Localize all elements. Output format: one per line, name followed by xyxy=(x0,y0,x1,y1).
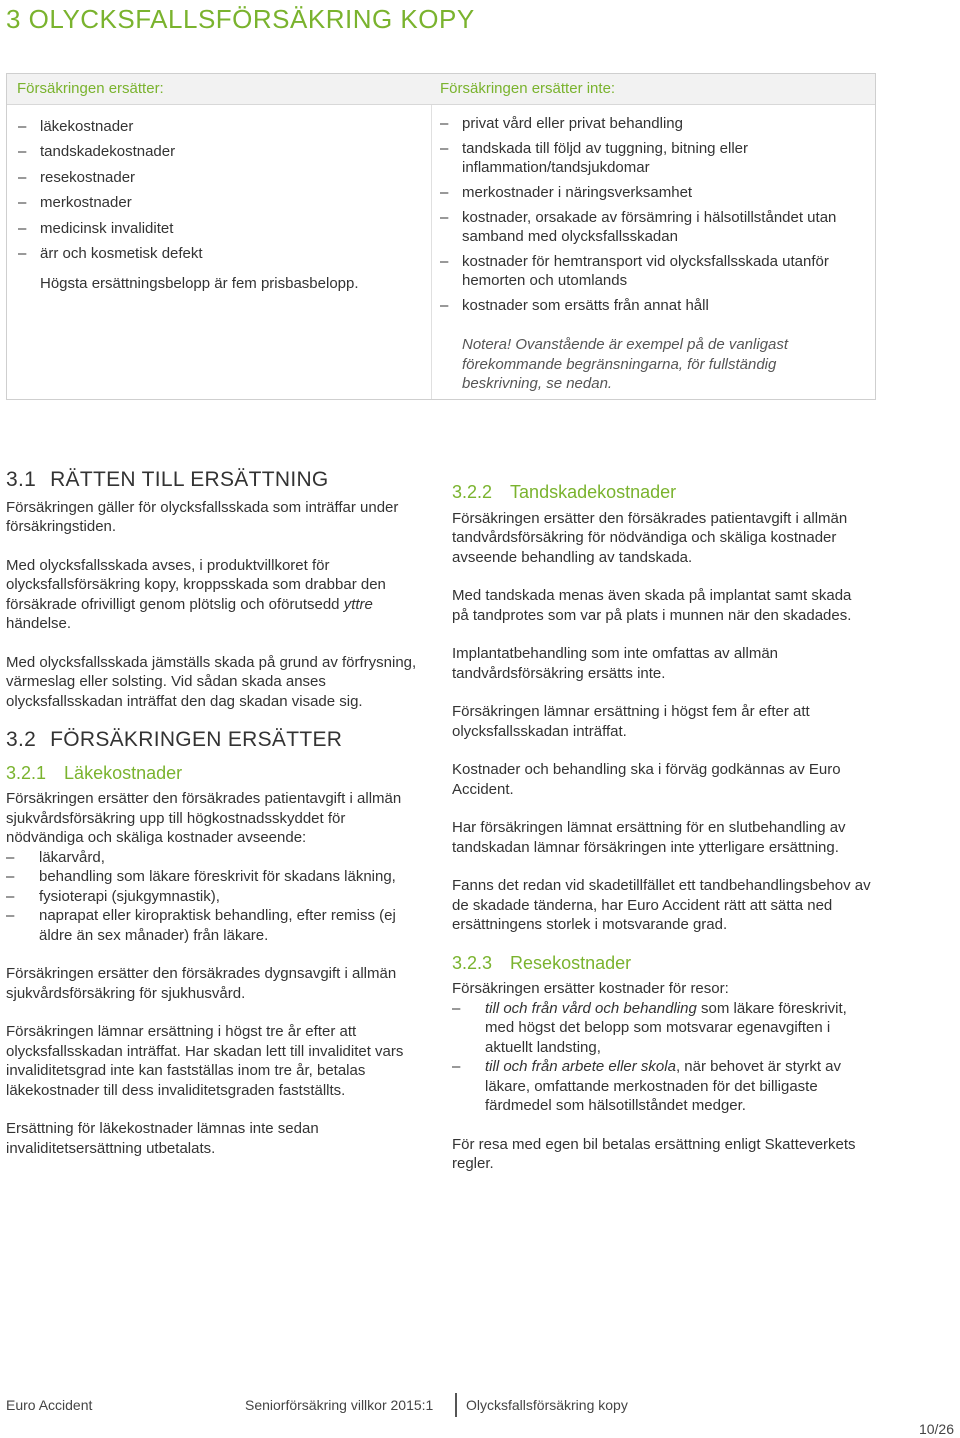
subsection-heading-3-2-3 xyxy=(452,954,872,974)
list-item: – kostnader, orsakade av försämring i hälsotillståndet utan samband med olycksfallsskadan xyxy=(431,208,875,246)
list-item xyxy=(452,999,872,1058)
subsection-number: 3.2.1 xyxy=(6,762,47,783)
paragraph: Fanns det redan vid skadetillfället ett tandbehandlingsbehov av de skadade tänderna, har Euro Accident rätt att sätta ned ersättningens storlek i motsvarande grad. xyxy=(452,877,871,933)
list-item: – kostnader för hemtransport vid olycksfallsskada utanför hemorten och utomlands xyxy=(431,252,875,290)
page-number: 10/26 xyxy=(918,1421,954,1437)
list-item: – naprapat eller kiropraktisk behandling, efter remiss (ej äldre än sex månader) från läkare. xyxy=(6,906,426,945)
list-item: – merkostnader xyxy=(7,190,431,215)
right-column xyxy=(452,483,872,1193)
emphasis: till och från arbete eller skola xyxy=(485,1058,676,1075)
coverage-summary-box xyxy=(6,73,876,400)
paragraph: Kostnader och behandling ska i förväg godkännas av Euro Accident. xyxy=(452,761,841,798)
subsection-title: Resekostnader xyxy=(510,952,632,973)
list-item: – läkarvård, xyxy=(6,848,426,868)
medical-costs-list xyxy=(6,848,426,946)
included-list xyxy=(7,114,431,266)
subsection-heading-3-2-1 xyxy=(6,764,426,784)
section-heading-3-1 xyxy=(6,470,426,490)
list-item: – kostnader som ersätts från annat håll xyxy=(431,296,875,315)
list-item: – medicinsk invaliditet xyxy=(7,216,431,241)
max-amount-text: Högsta ersättningsbelopp är fem prisbasbelopp. xyxy=(40,275,359,293)
paragraph: Ersättning för läkekostnader lämnas inte sedan invaliditetsersättning utbetalats. xyxy=(6,1120,319,1157)
section-title: FÖRSÄKRINGEN ERSÄTTER xyxy=(50,728,343,751)
emphasis: till och från vård och behandling xyxy=(485,999,697,1017)
travel-costs-list xyxy=(452,999,872,1116)
section-heading-3-2 xyxy=(6,730,426,750)
paragraph: Försäkringen lämnar ersättning i högst fem år efter att olycksfallsskadan inträffat. xyxy=(452,703,810,740)
list-item: – fysioterapi (sjukgymnastik), xyxy=(6,887,426,907)
paragraph: Har försäkringen lämnat ersättning för en slutbehandling av tandskadan lämnar försäkringen inte ytterligare ersättning. xyxy=(452,819,846,856)
note xyxy=(431,335,875,394)
paragraph: Försäkringen lämnar ersättning i högst tre år efter att olycksfallsskadan inträffat. Har skadan lett till invaliditet vars invaliditetsgrad inte kan fastställas inom tre år, betalas läkekostnader till dess invaliditetsgraden fastställts. xyxy=(6,1023,404,1099)
list-item: – ärr och kosmetisk defekt xyxy=(7,241,431,266)
paragraph: Implantatbehandling som inte omfattas av allmän tandvårdsförsäkring ersätts inte. xyxy=(452,645,779,682)
paragraph: Försäkringen ersätter den försäkrades dygnsavgift i allmän sjukvårdsförsäkring för sjukhusvård. xyxy=(6,965,397,1002)
list-item: – tandskada till följd av tuggning, bitning eller inflammation/tandsjukdomar xyxy=(431,139,875,177)
list-item: – tandskadekostnader xyxy=(7,139,431,164)
paragraph: Försäkringen ersätter den försäkrades patientavgift i allmän tandvårdsförsäkring för nödvändiga och skäliga kostnader avseende behandling av tandskada. xyxy=(452,509,848,566)
list-item: – resekostnader xyxy=(7,165,431,190)
list-item: – merkostnader i näringsverksamhet xyxy=(431,183,875,202)
emphasis: yttre xyxy=(343,595,373,613)
paragraph: Försäkringen ersätter kostnader för resor: xyxy=(452,980,729,997)
excluded-header: Försäkringen ersätter inte: xyxy=(431,74,875,105)
left-column xyxy=(6,470,426,1177)
note-text: Ovanstående är exempel på de vanligast förekommande begränsningarna, för fullständig beskrivning, se nedan. xyxy=(462,336,789,392)
paragraph: Med olycksfallsskada jämställs skada på grund av förfrysning, värmeslag eller solsting. Vid sådan skada anses olycksfallsskadan inträffat den dag skadan visade sig. xyxy=(6,653,417,710)
excluded-column xyxy=(431,74,875,399)
included-header: Försäkringen ersätter: xyxy=(7,74,431,105)
section-number: 3.1 xyxy=(6,468,37,491)
text: Med olycksfallsskada avses, i produktvillkoret för olycksfallsförsäkring kopy, kroppsskada som drabbar den försäkrade ofrivilligt genom plötslig och oförutsedd xyxy=(6,556,386,613)
text: som läkare föreskrivit, med högst det belopp som motsvarar egenavgiften i aktuellt landsting, xyxy=(485,999,847,1056)
section-number: 3.2 xyxy=(6,728,37,751)
subsection-title: Läkekostnader xyxy=(64,762,183,783)
list-item: – läkekostnader xyxy=(7,114,431,139)
text: , när behovet är styrkt av läkare, omfattande merkostnaden för det billigaste färdmedel som hälsotillståndet medger. xyxy=(485,1058,842,1114)
footer-divider xyxy=(455,1393,457,1417)
text: händelse. xyxy=(6,615,72,632)
paragraph xyxy=(6,556,426,634)
subsection-number: 3.2.3 xyxy=(452,952,493,973)
footer-section: Olycksfallsförsäkring kopy xyxy=(466,1397,628,1413)
note-lead: Notera! xyxy=(462,336,512,353)
list-item xyxy=(452,1057,872,1116)
subsection-title: Tandskadekostnader xyxy=(510,482,677,502)
subsection-heading-3-2-2 xyxy=(452,483,872,503)
excluded-list xyxy=(431,114,875,315)
paragraph: Med tandskada menas även skada på implantat samt skada på tandprotes som var på plats i munnen när den skadades. xyxy=(452,587,852,624)
footer-document: Seniorförsäkring villkor 2015:1 xyxy=(245,1397,434,1413)
paragraph: För resa med egen bil betalas ersättning enligt Skatteverkets regler. xyxy=(452,1135,856,1172)
paragraph: Försäkringen ersätter den försäkrades patientavgift i allmän sjukvårdsförsäkring upp till högkostnadsskyddet för nödvändiga och skäliga kostnader avseende: xyxy=(6,790,402,846)
included-column xyxy=(7,74,432,399)
paragraph: Försäkringen gäller för olycksfallsskada som inträffar under försäkringstiden. xyxy=(6,498,399,535)
subsection-number: 3.2.2 xyxy=(452,482,493,502)
list-item: – behandling som läkare föreskrivit för skadans läkning, xyxy=(6,867,426,887)
section-title: RÄTTEN TILL ERSÄTTNING xyxy=(50,468,329,491)
page-title: 3 OLYCKSFALLSFÖRSÄKRING KOPY xyxy=(6,4,475,34)
footer-company: Euro Accident xyxy=(6,1397,93,1413)
list-item: – privat vård eller privat behandling xyxy=(431,114,875,133)
